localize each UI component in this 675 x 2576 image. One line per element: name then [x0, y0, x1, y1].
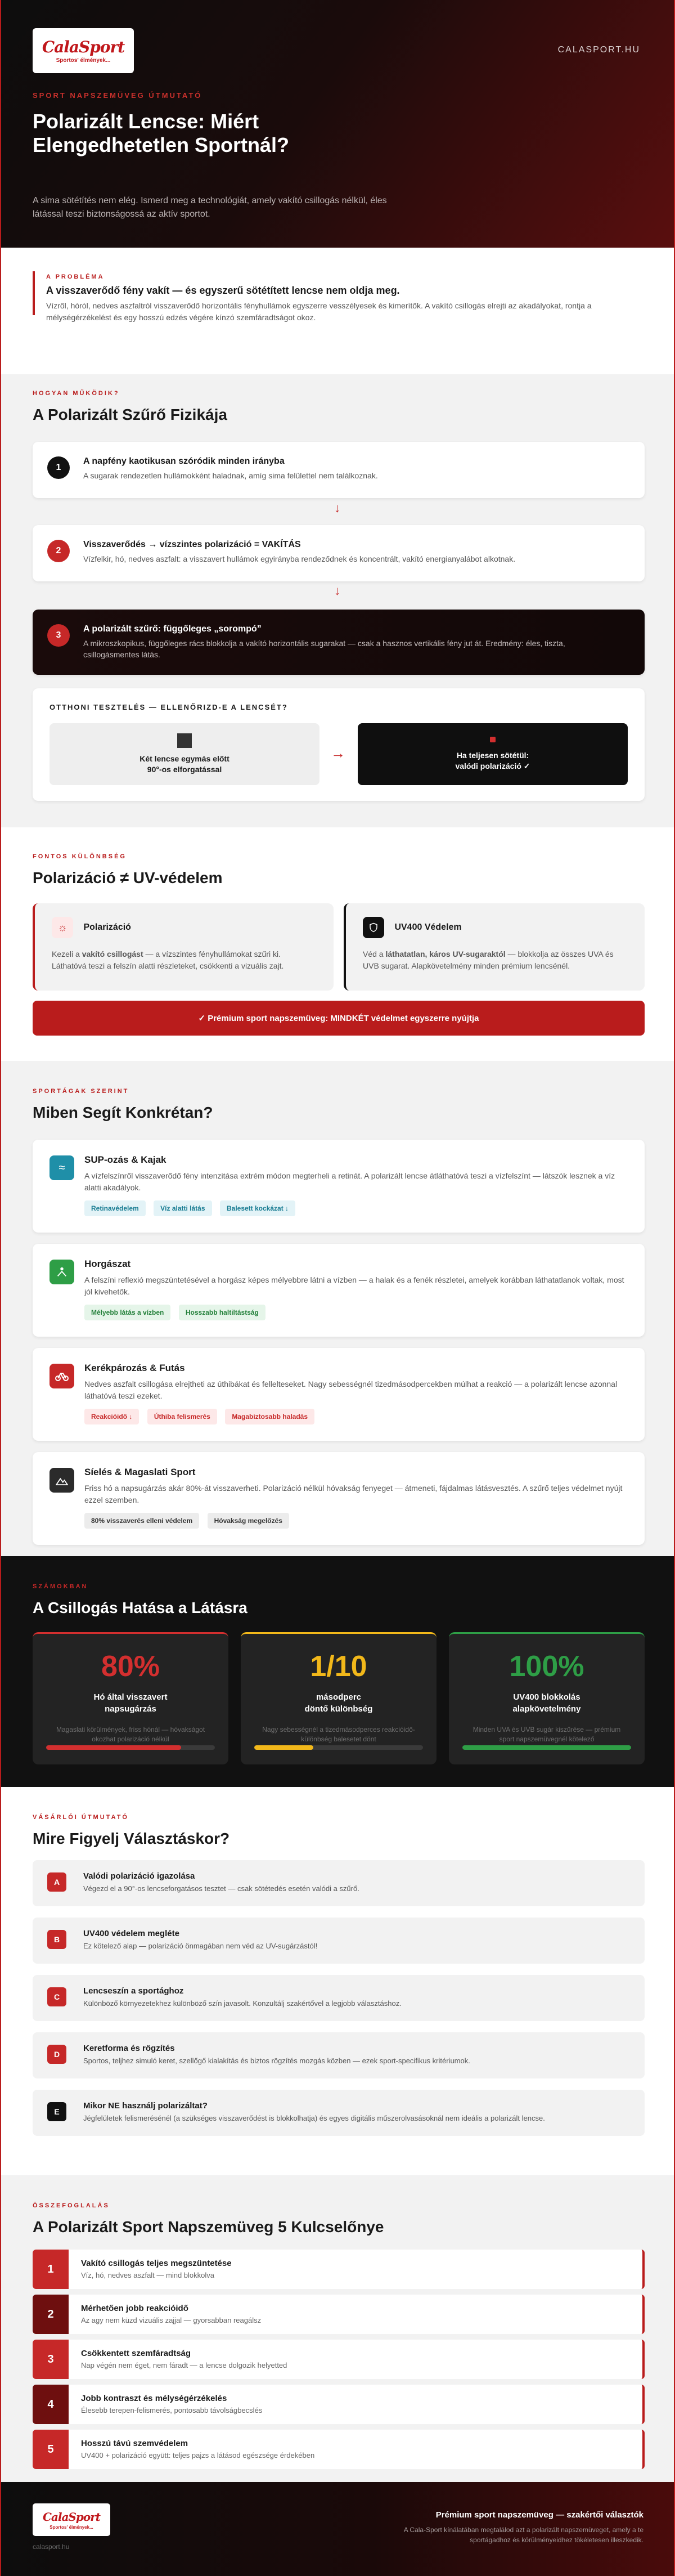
stat-label-line: Hó által visszavert — [93, 1692, 168, 1702]
banner-text: ✓ Prémium sport napszemüveg: — [198, 1014, 328, 1023]
tag: Retinavédelem — [84, 1200, 146, 1216]
polarization-card-text — [52, 948, 317, 972]
step-text: Vízfelkir, hó, nedves aszfalt: a visszavert hullámok egyirányba rendeződnek és koncentrált, vakító energianyalábot alkotnak. — [83, 554, 516, 563]
step-number: 1 — [47, 456, 70, 479]
person-icon — [50, 1260, 74, 1284]
red-dot-icon — [490, 737, 496, 742]
summary-eyebrow: ÖSSZEFOGLALÁS — [33, 2202, 110, 2209]
summary-title: A Polarizált Sport Napszemüveg 5 Kulcselőnye — [33, 2218, 384, 2235]
hero-eyebrow: SPORT NAPSZEMÜVEG ÚTMUTATÓ — [33, 91, 202, 100]
step-card-highlight — [33, 610, 645, 675]
guide-item — [33, 1860, 645, 1906]
sports-title: Miben Segít Konkrétan? — [33, 1104, 213, 1121]
summary-item-title: Hosszú távú szemvédelem — [81, 2439, 188, 2448]
step-title: A polarizált szűrő: függőleges „sorompó” — [83, 624, 262, 634]
sport-card-cycling — [33, 1348, 645, 1441]
stat-note: Magaslati körülmények, friss hónál — hóvakságot okozhat polarizáció nélkül — [56, 1726, 205, 1743]
summary-item-text: UV400 + polarizáció együtt: teljes pajzs a látásod egészsége érdekében — [81, 2451, 315, 2459]
sport-title: Síelés & Magaslati Sport — [84, 1467, 196, 1477]
arrow-down-icon: ↓ — [334, 501, 340, 515]
stat-value: 80% — [101, 1650, 160, 1683]
stat-label-line: napsugárzás — [105, 1704, 156, 1714]
problem-text: Vízről, hóról, nedves aszfaltról visszaverődő horizontális fényhullámok egyszerre vesszélyesek és kimerítők. A vakító csillogás elrejti az akadályokat, rontja a mélységérzékelést és egy hosszú edzés végére kínzó szemfáradtságot okoz. — [46, 301, 592, 322]
stat-bar — [46, 1745, 215, 1750]
step-number: 3 — [47, 624, 70, 647]
summary-item-title: Mérhetően jobb reakcióidő — [81, 2304, 188, 2313]
stat-bar-fill — [254, 1745, 313, 1750]
test-left-line2: 90°-os elforgatással — [147, 765, 222, 774]
footer-site-link[interactable]: calasport.hu — [33, 2543, 70, 2551]
stat-value: 100% — [509, 1650, 584, 1683]
premium-banner — [33, 1001, 645, 1036]
summary-item-text: Víz, hó, nedves aszfalt — mind blokkolva — [81, 2271, 215, 2279]
summary-number: 3 — [33, 2340, 69, 2379]
stat-label-line: döntő különbség — [304, 1704, 373, 1714]
polarization-vs-uv-section — [1, 827, 675, 1061]
arrow-down-icon: ↓ — [334, 584, 340, 598]
footer — [1, 2482, 675, 2576]
uv400-card — [344, 903, 645, 991]
guide-item-text: Végezd el a 90°-os lencseforgatásos tesztet — csak sötétedés esetén valódi a szűrő. — [83, 1884, 359, 1893]
puv-eyebrow: FONTOS KÜLÖNBSÉG — [33, 853, 127, 860]
uv400-card-title: UV400 Védelem — [394, 922, 462, 932]
stat-card — [449, 1632, 645, 1764]
sport-text: Nedves aszfalt csillogása elrejtheti az úthibákat és fellelteseket. Nagy sebességnél tizedmásodpercekben múlhat a reakció — a polarizált lencse azonnal láthatóvá teszi ezeket. — [84, 1379, 618, 1400]
step-title: Visszaverődés → vízszintes polarizáció = VAKÍTÁS — [83, 540, 301, 549]
stat-label — [241, 1691, 436, 1715]
summary-item — [33, 2250, 645, 2289]
summary-item-title: Vakító csillogás teljes megszüntetése — [81, 2259, 232, 2268]
step-text: A mikroszkopikus, függőleges rács blokkolja a vakító horizontális sugarakat — csak a hasznos vertikális fény jut át. Eredmény: éles, tiszta, csillogásmentes látás. — [83, 639, 565, 659]
summary-item — [33, 2430, 645, 2469]
guide-letter: D — [47, 2045, 66, 2064]
logo-tagline: Sportos' élmények... — [50, 2524, 93, 2530]
text-part: — blokkolja az összes UVA és UVB sugarat. Alapkövetelmény minden prémium lencsénél. — [363, 949, 614, 970]
stat-label-line: UV400 blokkolás — [513, 1692, 580, 1702]
tag: Hosszabb haltiltástság — [179, 1305, 266, 1320]
home-test-card — [33, 688, 645, 801]
summary-section — [1, 2175, 675, 2482]
summary-number: 1 — [33, 2250, 69, 2289]
uv400-card-text — [363, 948, 628, 972]
sun-icon: ☼ — [52, 917, 73, 938]
guide-item — [33, 1975, 645, 2021]
polarization-card-title: Polarizáció — [83, 922, 131, 932]
guide-letter: B — [47, 1930, 66, 1949]
problem-section — [1, 248, 675, 332]
tag-list — [84, 1305, 628, 1320]
logo-tagline: Sportos' élmények... — [56, 57, 111, 64]
guide-item-title: Keretforma és rögzítés — [83, 2044, 175, 2053]
summary-item-text: Élesebb terepen-felismerés, pontosabb távolságbecslés — [81, 2406, 263, 2414]
puv-title: Polarizáció ≠ UV-védelem — [33, 869, 223, 886]
summary-item-title: Csökkentett szemfáradtság — [81, 2349, 191, 2358]
stat-card — [241, 1632, 436, 1764]
guide-item-text: Jégfelületek felismerésénél (a szükséges visszaverődést is blokkolhatja) és egyes digitális műszerolvasásoknál nem ideális a polarizált lencse. — [83, 2114, 545, 2122]
guide-eyebrow: VÁSÁRLÓI ÚTMUTATÓ — [33, 1814, 129, 1821]
site-link[interactable]: CALASPORT.HU — [557, 45, 640, 55]
logo-wordmark: CalaSport — [42, 38, 125, 56]
text-part: — a vízszintes fényhullámokat szűri ki. Láthatóvá teszi a felszín alatti részleteket, csökkenti a vizuális zajt. — [52, 949, 284, 970]
hero-text: A sima sötétítés nem elég. Ismerd meg a technológiát, amely vakító csillogás nélkül, éles látással teszi biztonságossá az aktív sportot. — [33, 196, 387, 219]
stats-eyebrow: SZÁMOKBAN — [33, 1583, 88, 1590]
test-step-left — [50, 723, 320, 785]
how-section — [1, 374, 675, 827]
summary-item — [33, 2340, 645, 2379]
text-emphasis: vakító csillogást — [82, 949, 143, 958]
test-right-line1: Ha teljesen sötétül: — [456, 751, 529, 760]
step-text: A sugarak rendezetlen hullámokként haladnak, amíg sima felülettel nem találkoznak. — [83, 471, 378, 480]
step-card — [33, 442, 645, 498]
test-left-line1: Két lencse egymás előtt — [140, 754, 230, 763]
guide-letter: C — [47, 1987, 66, 2006]
tag-list — [84, 1513, 628, 1529]
guide-item-title: Lencseszín a sportághoz — [83, 1986, 184, 1996]
test-title: OTTHONI TESZTELÉS — ELLENŐRIZD-E A LENCSÉT? — [50, 703, 288, 711]
banner-emphasis: MINDKÉT — [330, 1013, 369, 1023]
guide-item-text: Különböző környezetekhez különböző szín javasolt. Konzultálj szakértővel a legjobb választáshoz. — [83, 1999, 402, 2008]
stat-card — [33, 1632, 228, 1764]
sports-eyebrow: SPORTÁGAK SZERINT — [33, 1088, 129, 1095]
brand-logo[interactable] — [33, 28, 134, 73]
test-right-line2: valódi polarizáció ✓ — [455, 761, 530, 770]
footer-logo[interactable] — [33, 2503, 110, 2536]
guide-item-title: UV400 védelem megléte — [83, 1929, 179, 1938]
guide-item-text: Sportos, teljhez simuló keret, szellőgő kialakítás és biztos rögzítés mozgás közben — ezek sport-specifikus kritériumok. — [83, 2057, 470, 2065]
hero-section — [1, 0, 674, 248]
summary-item-text: Nap végén nem éget, nem fáradt — a lencse dolgozik helyetted — [81, 2361, 287, 2369]
stat-label — [449, 1691, 645, 1715]
footer-text: A Cala-Sport kínálatában megtalálod azt a polarizált napszemüveget, amely a te sportágadhoz és körülményeidhez tökéletesen illeszkedik. — [403, 2526, 644, 2544]
sports-section — [1, 1061, 675, 1556]
sport-title: Horgászat — [84, 1258, 131, 1269]
text-emphasis: láthatatlan, káros UV-sugaraktól — [385, 949, 506, 958]
buyer-guide-section — [1, 1787, 675, 2175]
text-part: Véd a — [363, 949, 386, 958]
summary-number: 5 — [33, 2430, 69, 2469]
stat-note: Nagy sebességnél a tizedmásodperces reakcióidő-különbség balesetet dönt — [262, 1726, 415, 1743]
mountain-icon — [50, 1468, 74, 1493]
stat-bar-fill — [462, 1745, 631, 1750]
stat-note: Minden UVA és UVB sugár kiszűrése — prémium sport napszemüvegnél kötelező — [472, 1726, 621, 1743]
guide-item — [33, 1918, 645, 1964]
stat-label — [33, 1691, 228, 1715]
sport-card-sup — [33, 1140, 645, 1233]
guide-item — [33, 2090, 645, 2136]
summary-number: 4 — [33, 2385, 69, 2424]
footer-title: Prémium sport napszemüveg — szakértői választók — [435, 2510, 644, 2520]
step-title: A napfény kaotikusan szóródik minden irányba — [83, 456, 285, 466]
problem-eyebrow: A PROBLÉMA — [46, 274, 105, 280]
guide-letter: A — [47, 1872, 66, 1892]
polarization-card — [33, 903, 334, 991]
step-number: 2 — [47, 540, 70, 562]
guide-title: Mire Figyelj Választáskor? — [33, 1830, 230, 1847]
tag: Balesett kockázat ↓ — [220, 1200, 295, 1216]
sport-text: A vízfelszínről visszaverődő fény intenzitása extrém módon megterheli a retinát. A polarizált lencse átláthatóvá teszi a vízfelszínt — látszók lesznek a víz alatti akadályok. — [84, 1171, 615, 1192]
sport-card-skiing — [33, 1452, 645, 1545]
hero-title: Polarizált Lencse: Miért Elengedhetetlen Sportnál? — [33, 110, 290, 156]
stats-section — [1, 1556, 675, 1787]
banner-text: védelmet egyszerre nyújtja — [371, 1013, 479, 1023]
tag-list — [84, 1200, 628, 1216]
guide-item-title: Valódi polarizáció igazolása — [83, 1871, 195, 1881]
summary-item — [33, 2295, 645, 2334]
stats-title: A Csillogás Hatása a Látásra — [33, 1599, 248, 1616]
sport-text: Friss hó a napsugárzás akár 80%-át visszaverheti. Polarizáció nélkül hóvakság fenyeget — átmeneti, fájdalmas látásvesztés. A szűrő teljes védelmet nyújt ezzel szemben. — [84, 1484, 623, 1504]
test-step-right — [358, 723, 628, 785]
step-card — [33, 525, 645, 581]
guide-item — [33, 2032, 645, 2078]
stat-label-line: másodperc — [316, 1692, 362, 1702]
guide-letter: E — [47, 2102, 66, 2121]
shield-icon — [363, 917, 384, 938]
tag: Mélyebb látás a vízben — [84, 1305, 170, 1320]
summary-item-title: Jobb kontraszt és mélységérzékelés — [81, 2394, 227, 2403]
stat-label-line: alapkövetelmény — [512, 1704, 581, 1714]
sport-text: A felszíni reflexió megszüntetésével a horgász képes mélyebbre látni a vízben — a halak és a fenék részletei, amelyek korábban láthatatlanok voltak, most jól kivehetők. — [84, 1275, 624, 1296]
how-title: A Polarizált Szűrő Fizikája — [33, 406, 227, 423]
bike-icon — [50, 1364, 74, 1388]
sport-title: Kerékpározás & Futás — [84, 1363, 185, 1373]
summary-item — [33, 2385, 645, 2424]
text-part: Kezeli a — [52, 949, 82, 958]
tag: 80% visszaverés elleni védelem — [84, 1513, 199, 1529]
how-eyebrow: HOGYAN MŰKÖDIK? — [33, 390, 120, 397]
logo-wordmark: CalaSport — [43, 2510, 100, 2524]
stat-value: 1/10 — [310, 1650, 367, 1683]
stat-bar — [254, 1745, 423, 1750]
lens-square-icon — [177, 733, 192, 748]
guide-item-title: Mikor NE használj polarizáltat? — [83, 2101, 208, 2111]
problem-callout — [33, 271, 645, 322]
tag-list — [84, 1409, 628, 1424]
summary-number: 2 — [33, 2295, 69, 2334]
tag: Úthiba felismerés — [147, 1409, 217, 1424]
guide-item-text: Ez kötelező alap — polarizáció önmagában nem véd az UV-sugárzástól! — [83, 1942, 318, 1950]
summary-item-text: Az agy nem küzd vizuális zajjal — gyorsabban reagálsz — [81, 2316, 262, 2324]
tag: Magabiztosabb haladás — [225, 1409, 314, 1424]
stat-bar-fill — [46, 1745, 181, 1750]
tag: Reakcióidő ↓ — [84, 1409, 139, 1424]
problem-title: A visszaverődő fény vakít — és egyszerű sötétített lencse nem oldja meg. — [46, 285, 400, 296]
arrow-right-icon: → — [331, 745, 345, 761]
tag: Hóvakság megelőzés — [208, 1513, 289, 1529]
sport-card-fishing — [33, 1244, 645, 1337]
stat-bar — [462, 1745, 631, 1750]
tag: Víz alatti látás — [154, 1200, 212, 1216]
sport-title: SUP-ozás & Kajak — [84, 1154, 166, 1165]
waves-icon: ≈ — [50, 1155, 74, 1180]
